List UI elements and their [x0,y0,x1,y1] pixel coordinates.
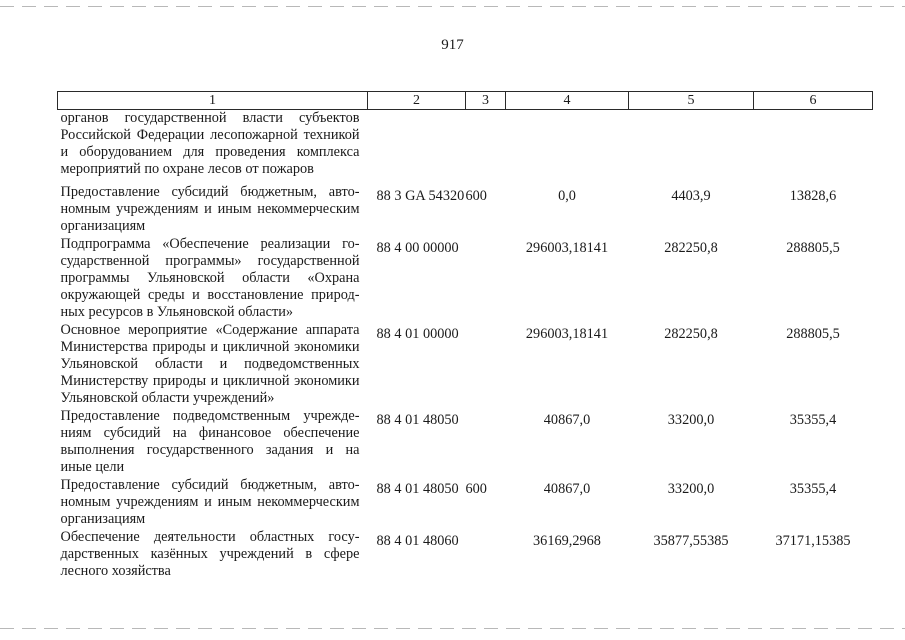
row-name-cell: Предоставление субсидий бюджетным, автономным учреждениям и иным некоммерческим организациям [60,477,360,527]
table-row [58,322,873,408]
table-row [58,110,873,185]
row-type-cell [466,322,506,408]
column-header-value-3: 6 [754,92,873,110]
table-row [58,236,873,322]
row-code-cell: 88 4 00 00000 [376,240,459,256]
row-value-1-cell: 40867,0 [543,412,591,428]
row-value-3-cell: 13828,6 [789,188,837,204]
row-value-1-cell: 296003,18141 [525,240,609,256]
row-name-cell: Предоставление субсидий бюджетным, автономным учреждениям и иным некоммерческим организациям [60,184,360,234]
row-value-3-cell: 35355,4 [789,481,837,497]
column-header-value-1: 4 [506,92,629,110]
row-code-cell: 88 4 01 48050 [376,412,459,428]
row-type-cell [466,236,506,322]
row-type-cell [466,110,506,185]
column-header-name: 1 [58,92,368,110]
row-value-3-cell [754,110,873,185]
row-code-cell: 88 4 01 48060 [376,533,459,549]
page-number: 917 [441,37,464,53]
row-value-1-cell: 40867,0 [543,481,591,497]
row-value-1-cell: 296003,18141 [525,326,609,342]
row-name-cell: Основное мероприятие «Содержание аппарата Министерства природы и цикличной экономики Ульяновской области и подведомственных Министерству природы и цикличной экономики Ульяновской области учреждений» [60,322,360,406]
row-code-cell: 88 4 01 48050 [376,481,459,497]
scan-bottom-edge [0,628,905,629]
row-value-3-cell: 288805,5 [786,240,840,256]
row-value-2-cell: 282250,8 [664,326,718,342]
row-type-cell: 600 [465,188,487,204]
row-value-2-cell: 35877,55385 [653,533,729,549]
table-row [58,477,873,529]
row-value-3-cell: 37171,15385 [775,533,851,549]
scan-top-edge [0,6,905,7]
row-code-cell: 88 4 01 00000 [376,326,459,342]
column-header-code: 2 [368,92,466,110]
row-value-2-cell: 33200,0 [667,412,715,428]
table-row [58,408,873,477]
row-name-cell: органов государственной власти субъектов Российской Федерации лесопожарной техникой и оборудованием для проведения комплекса мероприятий по охране лесов от пожаров [60,110,360,177]
row-value-2-cell: 4403,9 [671,188,711,204]
column-header-value-2: 5 [629,92,754,110]
row-type-cell [466,408,506,477]
row-value-2-cell [629,110,754,185]
row-value-3-cell: 35355,4 [789,412,837,428]
row-value-2-cell: 33200,0 [667,481,715,497]
row-name-cell: Обеспечение деятельности областных государственных казённых учреждений в сфере лесного хозяйства [60,529,360,579]
row-code-cell: 88 3 GA 54320 [376,188,465,204]
row-code-cell [368,110,466,185]
row-value-1-cell: 0,0 [558,188,576,204]
row-type-cell [466,529,506,580]
row-name-cell: Предоставление подведомственным учреждениям субсидий на финансовое обеспечение выполнения государственного задания и на иные цели [60,408,360,475]
table-header-row [58,92,873,110]
row-value-2-cell: 282250,8 [664,240,718,256]
column-header-type: 3 [466,92,506,110]
row-value-1-cell [506,110,629,185]
row-value-1-cell: 36169,2968 [533,533,601,549]
row-value-3-cell: 288805,5 [786,326,840,342]
row-name-cell: Подпрограмма «Обеспечение реализации государственной программы» государственной программы Ульяновской области «Охрана окружающей среды и восстановление природных ресурсов в Ульяновской области» [60,236,360,320]
table-row [58,184,873,236]
row-type-cell: 600 [465,481,487,497]
table-row [58,529,873,580]
budget-table [57,91,873,580]
